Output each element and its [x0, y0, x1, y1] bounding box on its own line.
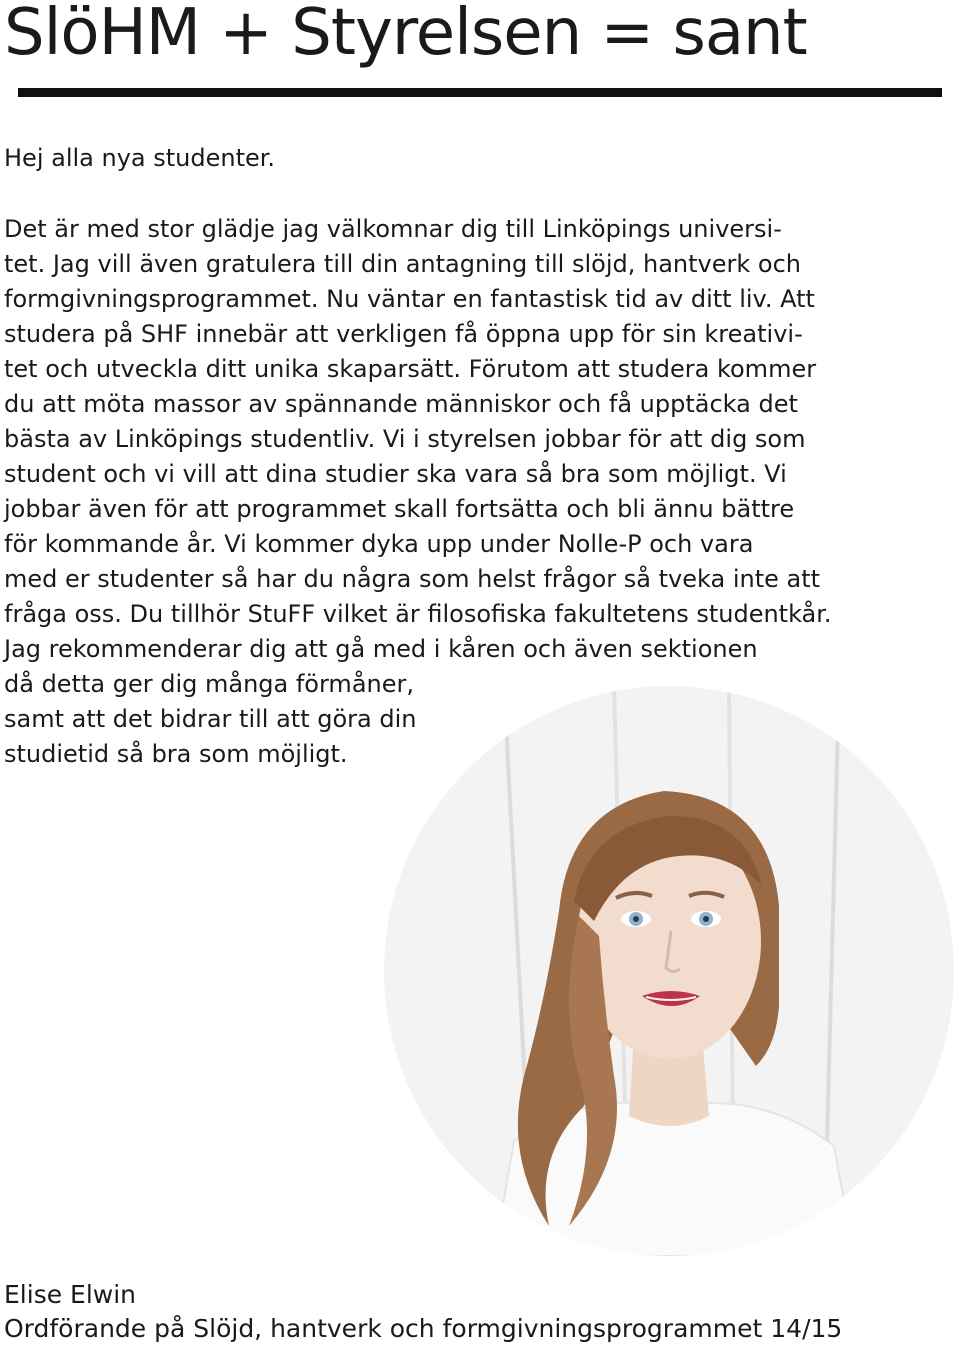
letter-line: studietid så bra som möjligt.	[4, 740, 348, 768]
signature-name: Elise Elwin	[4, 1280, 137, 1309]
letter-line: studera på SHF innebär att verkligen få öppna upp för sin kreativi-	[4, 320, 803, 348]
letter-line: tet. Jag vill även gratulera till din antagning till slöjd, hantverk och	[4, 250, 801, 278]
letter-line: student och vi vill att dina studier ska vara så bra som möjligt. Vi	[4, 460, 787, 488]
letter-line: tet och utveckla ditt unika skaparsätt. Förutom att studera kommer	[4, 355, 817, 383]
letter-line: formgivningsprogrammet. Nu väntar en fantastisk tid av ditt liv. Att	[4, 285, 815, 313]
signature-role: Ordförande på Slöjd, hantverk och formgivningsprogrammet	[4, 1314, 763, 1343]
page-title: SlöHM + Styrelsen = sant	[4, 0, 807, 70]
portrait-photo	[384, 686, 954, 1256]
letter-line: med er studenter så har du några som helst frågor så tveka inte att	[4, 565, 821, 593]
letter-line: då detta ger dig många förmåner,	[4, 670, 414, 698]
letter-line: du att möta massor av spännande människor och få upptäcka det	[4, 390, 798, 418]
letter-line: samt att det bidrar till att göra din	[4, 705, 417, 733]
title-underline	[18, 88, 942, 97]
portrait-illustration	[384, 686, 954, 1256]
greeting: Hej alla nya studenter.	[4, 144, 276, 172]
letter-line: Det är med stor glädje jag välkomnar dig till Linköpings universi-	[4, 215, 782, 243]
page-number: 14/15	[770, 1314, 843, 1343]
letter-line: Jag rekommenderar dig att gå med i kåren och även sektionen	[4, 635, 758, 663]
letter-line: jobbar även för att programmet skall fortsätta och bli ännu bättre	[4, 495, 795, 523]
letter-line: för kommande år. Vi kommer dyka upp under Nolle-P och vara	[4, 530, 754, 558]
letter-line: bästa av Linköpings studentliv. Vi i styrelsen jobbar för att dig som	[4, 425, 806, 453]
signature-role-line	[4, 1312, 842, 1346]
letter-line: fråga oss. Du tillhör StuFF vilket är filosofiska fakultetens studentkår.	[4, 600, 832, 628]
